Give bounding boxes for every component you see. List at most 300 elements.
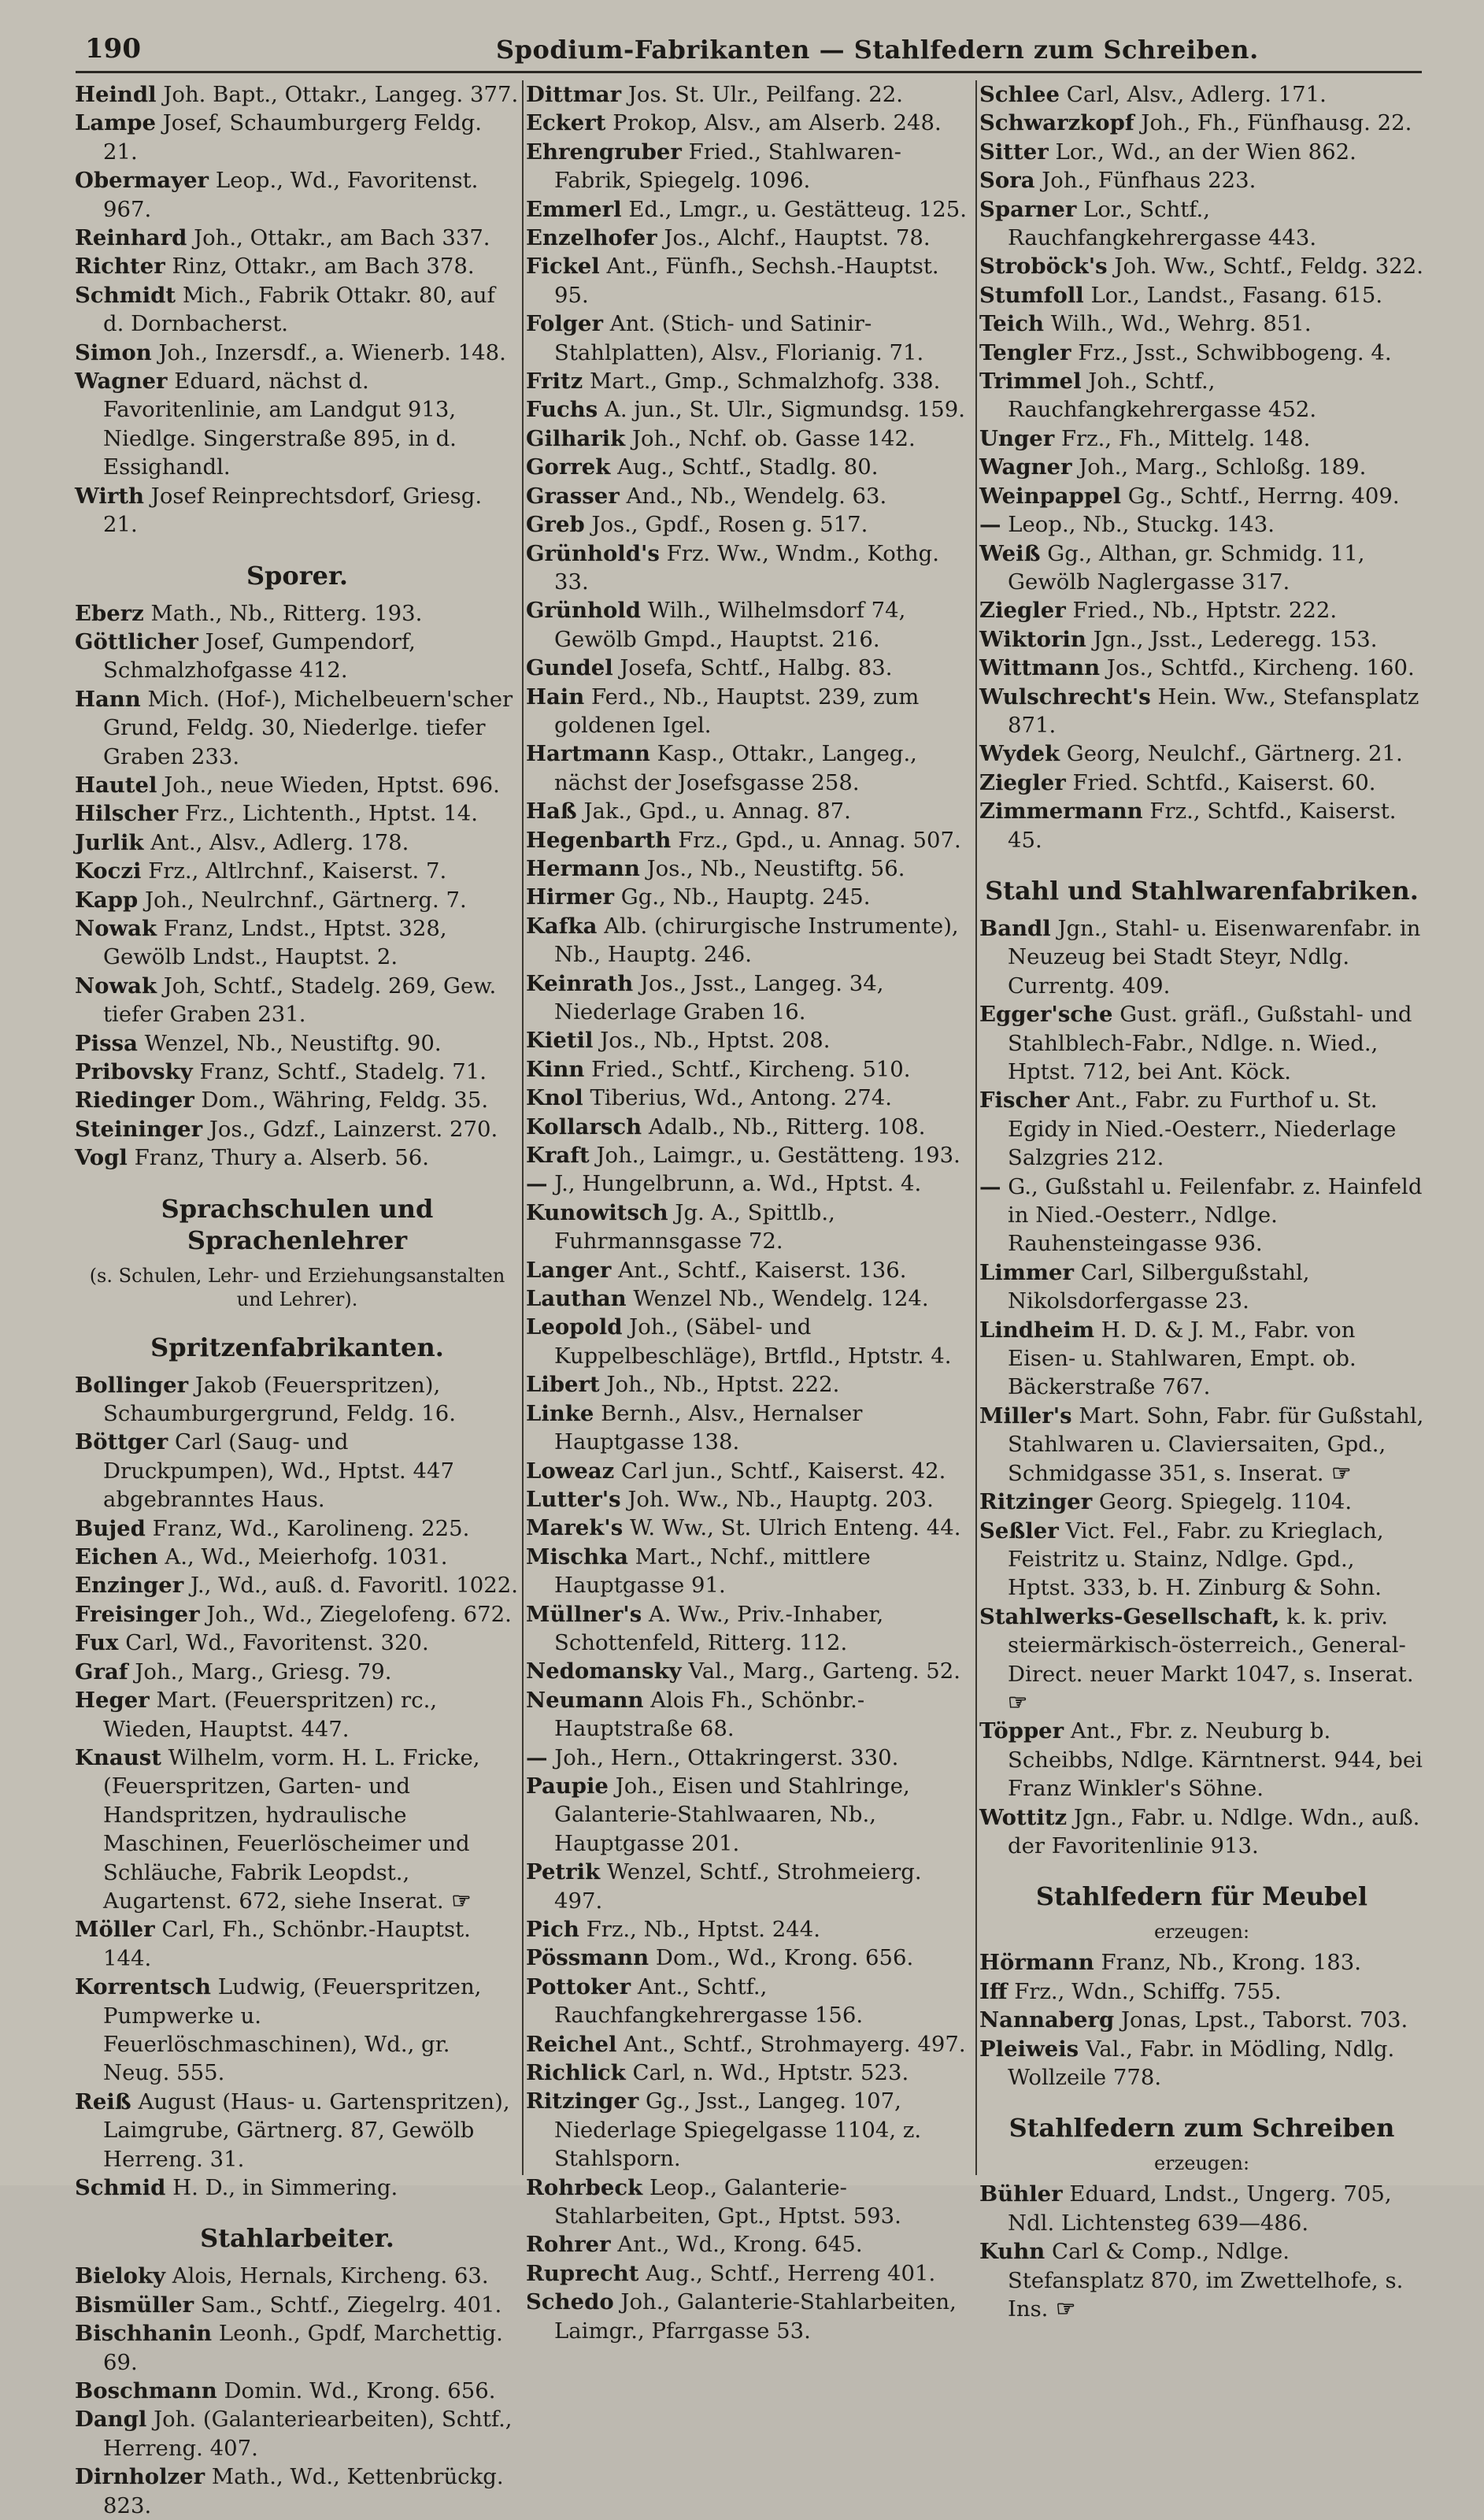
entry-details: Wilh., Wd., Wehrg. 851. (1050, 311, 1312, 337)
entry-details: Dom., Wd., Krong. 656. (655, 1945, 914, 1971)
entry-details: Wilh., Wilhelmsdorf 74, Gewölb Gmpd., Hauptst. 216. (554, 598, 906, 652)
entry-name: Hain (526, 684, 585, 710)
entry-name: Jurlik (75, 829, 144, 855)
entry-details: Josef Reinprechtsdorf, Griesg. 21. (103, 483, 483, 538)
directory-entry (75, 2291, 520, 2319)
entry-name: Bieloky (75, 2263, 166, 2289)
entry-name: Greb (526, 512, 585, 538)
entry-details: Joh., Nchf. ob. Gasse 142. (631, 425, 916, 451)
directory-entry (979, 596, 1424, 624)
directory-entry (75, 628, 520, 685)
section-heading-stahlarbeiter: Stahlarbeiter. (200, 2223, 394, 2254)
entry-name: Ehrengruber (526, 139, 682, 165)
entry-name: — (526, 1744, 548, 1770)
directory-entry (75, 1744, 520, 1915)
entry-name: Bujed (75, 1515, 146, 1541)
entry-details: Wilhelm, vorm. H. L. Fricke, (Feuerspritzen, Garten- und Handspritzen, hydraulische Maschinen, Feuerlöscheimer und Schläuche, Fabrik Leopdst., Augartenst. 672, siehe Inserat. (103, 1744, 480, 1914)
entry-details: Joh. Ww., Nb., Hauptg. 203. (627, 1486, 934, 1512)
entry-name: Heindl (75, 82, 157, 107)
directory-entry (75, 1543, 520, 1571)
entry-details: Ant., Fbr. z. Neuburg b. Scheibbs, Ndlge. Kärntnerst. 944, bei Franz Winkler's Söhne. (1008, 1718, 1423, 1802)
directory-entry (75, 799, 520, 828)
entry-name: Bandl (979, 915, 1051, 941)
entry-name: Böttger (75, 1429, 168, 1455)
directory-entry (979, 339, 1424, 367)
entry-name: Seßler (979, 1518, 1059, 1544)
entry-details: Joh., Marg., Griesg. 79. (135, 1658, 392, 1684)
entry-details: Ant., Schtf., Kaiserst. 136. (618, 1257, 907, 1283)
entry-details: Gg., Jsst., Langeg. 107, Niederlage Spiegelgasse 1104, z. Stahlsporn. (554, 2088, 922, 2172)
entry-name: Teich (979, 311, 1044, 337)
directory-entry (75, 886, 520, 914)
entry-details: Eduard, nächst d. Favoritenlinie, am Landgut 913, Niedlge. Singerstraße 895, in d. Essighandl. (103, 369, 457, 480)
entry-list (979, 2180, 1424, 2323)
entry-name: Hegenbarth (526, 827, 672, 853)
entry-details: Franz, Lndst., Hptst. 328, Gewölb Lndst., Hauptst. 2. (103, 915, 447, 970)
directory-entry (979, 1000, 1424, 1086)
entry-details: Frz., Gpd., u. Annag. 507. (678, 827, 961, 853)
entry-name: Kraft (526, 1143, 590, 1169)
directory-entry (75, 1371, 520, 1429)
directory-entry (75, 482, 520, 539)
directory-entry (979, 797, 1424, 854)
running-title: Spodium-Fabrikanten — Stahlfedern zum Schreiben. (496, 35, 1259, 65)
entry-name: Gilharik (526, 425, 626, 451)
directory-entry (526, 683, 973, 740)
directory-entry (75, 2088, 520, 2174)
entry-name: Lampe (75, 110, 156, 136)
entry-name: Bischhanin (75, 2321, 213, 2347)
entry-name: Sitter (979, 139, 1049, 165)
entry-details: Frz. Ww., Wndm., Kothg. 33. (554, 540, 939, 595)
entry-details: Mart. Sohn, Fabr. für Gußstahl, Stahlwaren u. Claviersaiten, Gpd., Schmidgasse 351, s. Inserat. (1008, 1403, 1424, 1486)
directory-entry (526, 1686, 973, 1744)
column-divider (522, 80, 524, 2175)
directory-entry (979, 914, 1424, 1000)
directory-entry (75, 1686, 520, 1744)
directory-entry (979, 654, 1424, 682)
directory-entry (526, 1026, 973, 1054)
entry-details: Ed., Lmgr., u. Gestätteug. 125. (628, 196, 967, 222)
directory-entry (526, 2259, 973, 2288)
entry-name: Knol (526, 1085, 583, 1111)
entry-name: Schwarzkopf (979, 110, 1134, 136)
directory-entry (526, 1256, 973, 1284)
entry-name: Nedomansky (526, 1658, 682, 1684)
directory-entry (75, 1428, 520, 1514)
entry-name: Töpper (979, 1718, 1064, 1744)
entry-name: Pribovsky (75, 1059, 193, 1084)
entry-name: Weiß (979, 540, 1041, 566)
entry-name: Fickel (526, 254, 600, 280)
directory-entry (75, 1029, 520, 1058)
entry-name: Wottitz (979, 1804, 1068, 1830)
entry-name: Dangl (75, 2407, 147, 2433)
entry-name: Grünhold (526, 598, 641, 624)
entry-details: Joh. Bapt., Ottakr., Langeg. 377. (163, 82, 519, 107)
directory-entry (526, 654, 973, 682)
entry-details: Carl (Saug- und Druckpumpen), Wd., Hptst. 447 abgebranntes Haus. (103, 1429, 455, 1513)
entry-name: — (979, 1173, 1001, 1199)
directory-entry (75, 2463, 520, 2520)
directory-entry (75, 771, 520, 799)
entry-name: Ziegler (979, 598, 1066, 624)
entry-details: Jak., Gpd., u. Annag. 87. (583, 799, 851, 825)
entry-details: Joh., Marg., Schloßg. 189. (1079, 454, 1367, 480)
directory-entry (526, 424, 973, 453)
directory-entry (526, 2030, 973, 2059)
directory-entry (75, 2174, 520, 2202)
directory-entry (526, 1600, 973, 1658)
entry-details: Carl, Fh., Schönbr.-Hauptst. 144. (103, 1917, 471, 1971)
entry-details: August (Haus- u. Gartenspritzen), Laimgrube, Gärtnerg. 87, Gewölb Herreng. 31. (103, 2088, 510, 2172)
entry-details: Mich., Fabrik Ottakr. 80, auf d. Dornbacherst. (103, 282, 495, 337)
entry-details: A. Ww., Priv.-Inhaber, Schottenfeld, Ritterg. 112. (554, 1601, 884, 1655)
entry-details: Alois Fh., Schönbr.-Hauptstraße 68. (554, 1687, 865, 1742)
entry-details: Joh., (Säbel- und Kuppelbeschläge), Brtfld., Hptstr. 4. (554, 1314, 952, 1369)
directory-entry (75, 1571, 520, 1599)
directory-entry (75, 2405, 520, 2463)
directory-entry (75, 972, 520, 1029)
section-subheading-schreiben: erzeugen: (1153, 2152, 1250, 2175)
directory-entry (526, 1772, 973, 1858)
pointing-hand-icon: ☞ (1048, 2296, 1076, 2322)
entry-details: Gust. gräfl., Gußstahl- und Stahlblech-Fabr., Ndlge. n. Wied., Hptst. 712, bei Ant. Köck. (1008, 1002, 1412, 1084)
entry-details: Lor., Schtf., Rauchfangkehrergasse 443. (1008, 196, 1317, 251)
entry-details: Eduard, Lndst., Ungerg. 705, Ndl. Lichtensteg 639—486. (1008, 2181, 1392, 2236)
entry-name: Sora (979, 168, 1035, 194)
entry-name: Wydek (979, 741, 1060, 767)
column-3 (979, 80, 1424, 2322)
entry-details: Gg., Nb., Hauptg. 245. (620, 884, 871, 910)
page-number: 190 (85, 33, 141, 65)
entry-details: Bernh., Alsv., Hernalser Hauptgasse 138. (554, 1400, 863, 1455)
entry-name: Egger'sche (979, 1002, 1113, 1028)
entry-details: H. D., in Simmering. (172, 2175, 398, 2200)
entry-name: Steininger (75, 1116, 203, 1142)
directory-entry (526, 453, 973, 481)
entry-name: Loweaz (526, 1458, 615, 1484)
directory-entry (526, 1399, 973, 1457)
entry-list (979, 914, 1424, 1860)
entry-details: Georg. Spiegelg. 1104. (1099, 1489, 1353, 1515)
directory-entry (526, 2230, 973, 2259)
entry-name: Nowak (75, 973, 157, 999)
entry-name: Richter (75, 254, 165, 280)
entry-name: Paupie (526, 1773, 609, 1799)
section-heading-stahlfedern-schreiben: Stahlfedern zum Schreiben (1008, 2113, 1395, 2144)
entry-details: Jos., Gpdf., Rosen g. 517. (591, 512, 868, 538)
entry-details: G., Gußstahl u. Feilenfabr. z. Hainfeld in Nied.-Oesterr., Ndlge. Rauhensteingasse 936. (1008, 1173, 1423, 1257)
section-subheading-meubel: erzeugen: (1153, 1921, 1250, 1944)
entry-name: Langer (526, 1257, 612, 1283)
directory-entry (75, 166, 520, 224)
entry-details: Jgn., Jsst., Lederegg. 153. (1093, 626, 1378, 652)
entry-details: Lor., Wd., an der Wien 862. (1055, 139, 1356, 165)
entry-details: Rinz, Ottakr., am Bach 378. (172, 254, 475, 280)
entry-name: Hirmer (526, 884, 615, 910)
entry-details: Mart., Nchf., mittlere Hauptgasse 91. (554, 1544, 871, 1599)
section-heading-sprachschulen: Sprachschulen und Sprachenlehrer (161, 1193, 434, 1255)
entry-details: Carl jun., Schtf., Kaiserst. 42. (621, 1458, 946, 1484)
entry-name: Knaust (75, 1744, 161, 1770)
entry-details: Mart. (Feuerspritzen) rc., Wieden, Hauptst. 447. (103, 1688, 438, 1742)
directory-entry (526, 224, 973, 252)
directory-entry (526, 367, 973, 395)
entry-details: Dom., Währing, Feldg. 35. (201, 1088, 489, 1114)
entry-details: Joh., Wd., Ziegelofeng. 672. (206, 1601, 512, 1627)
entry-name: Boschmann (75, 2378, 217, 2404)
entry-details: Lor., Landst., Fasang. 615. (1090, 282, 1383, 308)
entry-details: Joh., Inzersdf., a. Wienerb. 148. (158, 339, 506, 365)
entry-name: Wagner (75, 369, 168, 395)
entry-details: Joh., Schtf., Rauchfangkehrergasse 452. (1008, 369, 1317, 423)
directory-entry (979, 281, 1424, 309)
entry-details: Ant., Wd., Krong. 645. (617, 2232, 863, 2258)
entry-details: Frz., Nb., Hptst. 244. (586, 1917, 820, 1942)
entry-details: Aug., Schtf., Stadlg. 80. (617, 454, 879, 480)
directory-entry (75, 2377, 520, 2405)
entry-list (75, 80, 520, 539)
entry-name: Wittmann (979, 655, 1101, 681)
directory-entry (75, 1629, 520, 1657)
entry-name: Nowak (75, 915, 157, 941)
entry-name: Iff (979, 1978, 1008, 2004)
entry-name: Fischer (979, 1088, 1070, 1114)
entry-name: Linke (526, 1400, 594, 1426)
directory-entry (526, 1313, 973, 1370)
entry-name: Sparner (979, 196, 1077, 222)
column-1 (75, 80, 520, 2518)
directory-entry (526, 1199, 973, 1256)
entry-name: Keinrath (526, 970, 634, 996)
directory-entry (979, 367, 1424, 424)
entry-name: Marek's (526, 1515, 624, 1541)
directory-entry (526, 2087, 973, 2173)
entry-name: Leopold (526, 1314, 623, 1340)
column-2 (526, 80, 973, 2344)
directory-entry (75, 2262, 520, 2290)
directory-entry (526, 1284, 973, 1313)
directory-entry (75, 281, 520, 339)
entry-details: Jakob (Feuerspritzen), Schaumburgergrund, Feldg. 16. (103, 1372, 456, 1427)
directory-entry (75, 857, 520, 885)
entry-details: Domin. Wd., Krong. 656. (224, 2378, 496, 2404)
directory-entry (979, 1977, 1424, 2006)
directory-entry (526, 1169, 973, 1198)
entry-details: Jos., Nb., Hptst. 208. (600, 1028, 831, 1054)
entry-details: Joh., Ottakr., am Bach 337. (194, 225, 490, 251)
directory-entry (526, 2174, 973, 2231)
entry-details: Ant., Fünfh., Sechsh.-Hauptst. 95. (554, 254, 939, 308)
entry-details: A. jun., St. Ulr., Sigmundsg. 159. (605, 397, 965, 423)
entry-details: Franz, Wd., Karolineng. 225. (152, 1515, 470, 1541)
entry-name: Fux (75, 1630, 119, 1656)
entry-name: Bismüller (75, 2292, 194, 2318)
directory-entry (979, 109, 1424, 137)
directory-entry (526, 1113, 973, 1141)
directory-entry (979, 453, 1424, 481)
entry-details: Mart., Gmp., Schmalzhofg. 338. (590, 369, 941, 395)
directory-entry (526, 109, 973, 137)
entry-name: Hilscher (75, 801, 179, 827)
entry-name: Kunowitsch (526, 1199, 668, 1225)
entry-name: Kapp (75, 887, 139, 913)
entry-name: Haß (526, 799, 577, 825)
directory-entry (75, 1058, 520, 1086)
directory-entry (979, 482, 1424, 510)
directory-entry (979, 625, 1424, 654)
entry-name: Wiktorin (979, 626, 1086, 652)
directory-entry (979, 166, 1424, 195)
section-heading-stahl: Stahl und Stahlwarenfabriken. (985, 875, 1419, 906)
entry-details: Joh., Fünfhaus 223. (1042, 168, 1256, 194)
directory-entry (75, 1514, 520, 1543)
entry-details: Leop., Nb., Stuckg. 143. (1008, 512, 1275, 538)
entry-name: Folger (526, 311, 604, 337)
directory-entry (979, 195, 1424, 253)
directory-entry (75, 828, 520, 857)
entry-details: k. k. priv. steiermärkisch-österreich., General-Direct. neuer Markt 1047, s. Inserat. (1008, 1603, 1414, 1687)
directory-entry (979, 1488, 1424, 1516)
directory-entry (979, 1603, 1424, 1718)
entry-details: Math., Wd., Kettenbrückg. 823. (103, 2464, 504, 2518)
entry-details: Jos., Gdzf., Lainzerst. 270. (209, 1116, 498, 1142)
entry-details: Frz., Fh., Mittelg. 148. (1060, 425, 1311, 451)
directory-entry (526, 1084, 973, 1112)
entry-details: W. Ww., St. Ulrich Enteng. 44. (629, 1515, 961, 1541)
entry-name: Zimmermann (979, 799, 1143, 825)
directory-entry (979, 1717, 1424, 1803)
entry-name: Kietil (526, 1028, 594, 1054)
directory-entry (979, 1803, 1424, 1861)
section-subheading-sprachschulen: (s. Schulen, Lehr- und Erziehungsanstalten und Lehrer). (89, 1264, 505, 1310)
entry-name: Kinn (526, 1056, 585, 1082)
directory-entry (526, 596, 973, 654)
entry-details: Fried. Schtfd., Kaiserst. 60. (1072, 769, 1376, 795)
entry-details: Carl, Wd., Favoritenst. 320. (125, 1630, 429, 1656)
entry-name: Stumfoll (979, 282, 1084, 308)
entry-name: Tengler (979, 339, 1071, 365)
entry-details: Ant., Schtf., Rauchfangkehrergasse 156. (554, 1973, 864, 2029)
directory-entry (979, 1258, 1424, 1316)
directory-entry (979, 2180, 1424, 2237)
entry-details: Kasp., Ottakr., Langeg., nächst der Josefsgasse 258. (554, 741, 917, 795)
section-heading-sporer: Sporer. (246, 560, 349, 591)
directory-entry (75, 1143, 520, 1172)
entry-name: Neumann (526, 1687, 644, 1713)
directory-entry (526, 1485, 973, 1514)
directory-entry (75, 1973, 520, 2088)
entry-details: Carl & Comp., Ndlge. Stefansplatz 870, im Zwettelhofe, s. Ins. (1008, 2239, 1404, 2322)
entry-name: Lindheim (979, 1317, 1095, 1343)
directory-entry (526, 1370, 973, 1399)
entry-name: Hann (75, 686, 141, 712)
entry-details: Carl, Silbergußstahl, Nikolsdorfergasse 23. (1008, 1259, 1310, 1314)
entry-name: — (526, 1171, 548, 1197)
entry-name: Hörmann (979, 1950, 1094, 1976)
entry-details: Ant., Alsv., Adlerg. 178. (150, 829, 409, 855)
entry-name: Pottoker (526, 1973, 631, 1999)
entry-details: Fried., Stahlwaren-Fabrik, Spiegelg. 1096. (554, 139, 901, 194)
entry-name: Mischka (526, 1544, 628, 1569)
entry-list (75, 1371, 520, 2203)
directory-entry (979, 80, 1424, 109)
directory-entry (979, 1316, 1424, 1402)
directory-entry (979, 2006, 1424, 2034)
entry-name: Grünhold's (526, 540, 660, 566)
entry-name: Unger (979, 425, 1055, 451)
entry-name: Schlee (979, 82, 1060, 107)
entry-details: Fried., Schtf., Kircheng. 510. (591, 1056, 911, 1082)
directory-entry (979, 1173, 1424, 1258)
entry-details: Jgn., Stahl- u. Eisenwarenfabr. in Neuzeug bei Stadt Steyr, Ndlg. Currentg. 409. (1008, 915, 1421, 999)
directory-entry (979, 1086, 1424, 1172)
directory-entry (75, 367, 520, 482)
entry-name: Eckert (526, 110, 606, 136)
entry-name: Heger (75, 1688, 150, 1714)
entry-details: Franz, Nb., Krong. 183. (1101, 1950, 1361, 1976)
entry-name: Möller (75, 1917, 155, 1943)
entry-details: Ludwig, (Feuerspritzen, Pumpwerke u. Feuerlöschmaschinen), Wd., gr. Neug. 555. (103, 1974, 482, 2086)
entry-details: Frz., Lichtenth., Hptst. 14. (184, 801, 478, 827)
entry-name: Bollinger (75, 1372, 189, 1398)
directory-entry (75, 1658, 520, 1686)
entry-name: Wagner (979, 454, 1072, 480)
directory-entry (526, 854, 973, 883)
entry-details: Carl, n. Wd., Hptstr. 523. (632, 2060, 909, 2086)
directory-entry (75, 339, 520, 367)
entry-name: Ritzinger (979, 1489, 1093, 1515)
entry-details: Joh., neue Wieden, Hptst. 696. (164, 772, 500, 798)
entry-name: Pössmann (526, 1945, 649, 1971)
entry-details: Wenzel, Nb., Neustiftg. 90. (144, 1030, 442, 1056)
entry-details: Ant. (Stich- und Satinir-Stahlplatten), Alsv., Florianig. 71. (554, 311, 924, 365)
entry-name: Wirth (75, 483, 145, 509)
entry-details: Math., Nb., Ritterg. 193. (150, 600, 423, 626)
entry-details: Joh., Fh., Fünfhausg. 22. (1141, 110, 1412, 136)
directory-entry (979, 252, 1424, 280)
entry-name: Libert (526, 1372, 600, 1398)
entry-name: Stahlwerks-Gesellschaft, (979, 1603, 1280, 1629)
entry-details: Frz., Schtfd., Kaiserst. 45. (1008, 799, 1397, 853)
entry-name: Pissa (75, 1030, 138, 1056)
pointing-hand-icon: ☞ (1323, 1459, 1352, 1486)
entry-name: Emmerl (526, 196, 622, 222)
entry-name: Pich (526, 1917, 579, 1942)
entry-name: Schedo (526, 2289, 614, 2315)
entry-details: Josefa, Schtf., Halbg. 83. (620, 655, 893, 681)
entry-details: Leonh., Gpdf, Marchettig. 69. (103, 2321, 503, 2375)
entry-name: Pleiweis (979, 2036, 1079, 2062)
directory-entry (526, 395, 973, 424)
entry-details: Alb. (chirurgische Instrumente), Nb., Hauptg. 246. (554, 913, 959, 968)
entry-details: Joh., Nb., Hptst. 222. (606, 1372, 840, 1398)
entry-name: Ruprecht (526, 2260, 639, 2286)
entry-details: Joh., Neulrchnf., Gärtnerg. 7. (144, 887, 467, 913)
entry-details: Josef, Gumpendorf, Schmalzhofgasse 412. (103, 628, 416, 684)
entry-name: Enzinger (75, 1573, 184, 1599)
pointing-hand-icon: ☞ (1008, 1688, 1028, 1715)
entry-details: Joh. (Galanteriearbeiten), Schtf., Herreng. 407. (103, 2407, 513, 2461)
directory-entry (526, 2059, 973, 2087)
directory-entry (526, 797, 973, 825)
entry-details: J., Wd., auß. d. Favoritl. 1022. (190, 1573, 518, 1599)
directory-entry (526, 1744, 973, 1772)
entry-name: Schmid (75, 2175, 166, 2200)
entry-list (75, 599, 520, 1173)
entry-name: — (979, 512, 1001, 538)
